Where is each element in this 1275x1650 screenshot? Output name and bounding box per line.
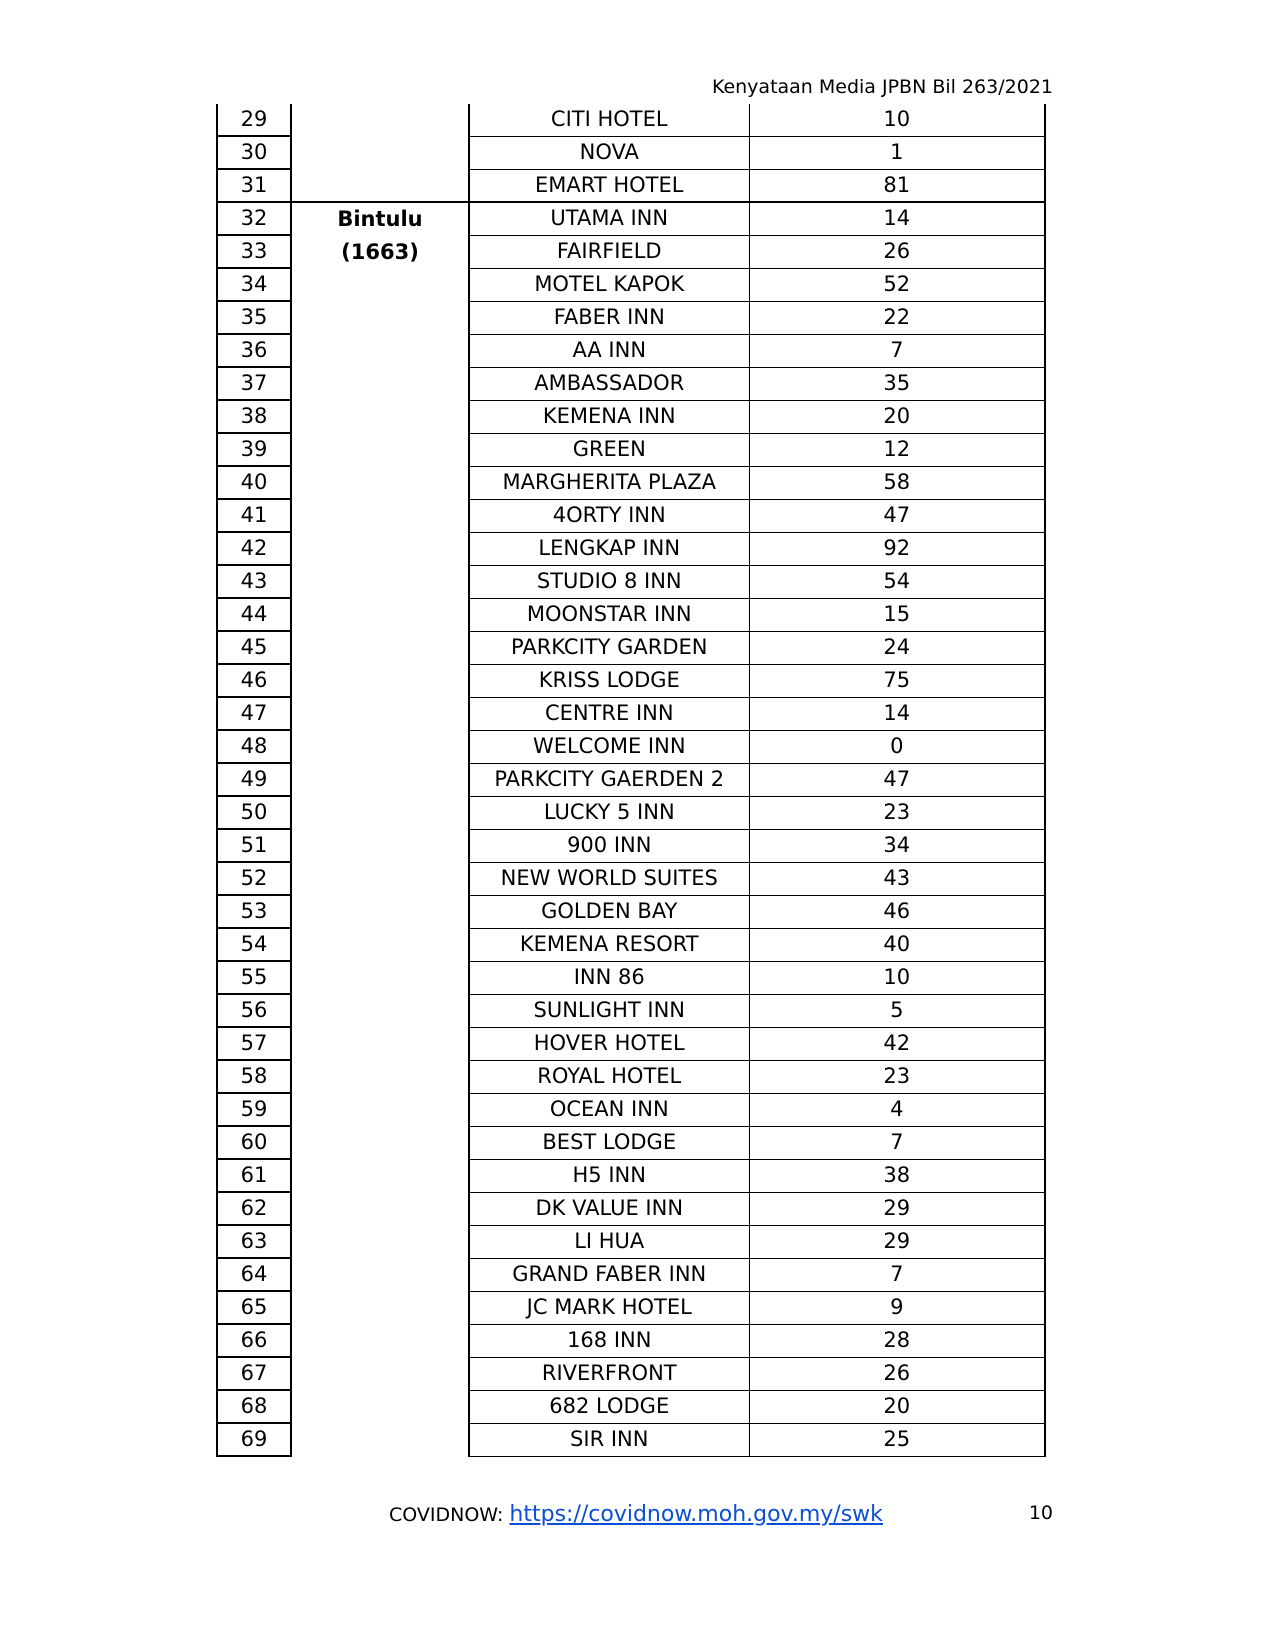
case-count: 75 (749, 664, 1045, 697)
hotel-name: NEW WORLD SUITES (469, 862, 749, 895)
hotel-name: KRISS LODGE (469, 664, 749, 697)
case-count: 26 (749, 1357, 1045, 1390)
row-number: 48 (217, 730, 291, 763)
footer-label: COVIDNOW: (389, 1504, 504, 1526)
table-row (217, 104, 1045, 136)
hotel-name: AMBASSADOR (469, 367, 749, 400)
hotel-name: NOVA (469, 136, 749, 169)
row-number: 68 (217, 1390, 291, 1423)
division-cell-previous (291, 104, 469, 202)
row-number: 51 (217, 829, 291, 862)
case-count: 1 (749, 136, 1045, 169)
case-count: 7 (749, 1126, 1045, 1159)
hotel-name: BEST LODGE (469, 1126, 749, 1159)
hotel-case-table (216, 104, 1046, 1457)
row-number: 60 (217, 1126, 291, 1159)
case-count: 10 (749, 961, 1045, 994)
hotel-name: LI HUA (469, 1225, 749, 1258)
row-number: 32 (217, 202, 291, 235)
case-count: 7 (749, 334, 1045, 367)
row-number: 65 (217, 1291, 291, 1324)
hotel-name: SIR INN (469, 1423, 749, 1456)
footer-source (389, 1502, 883, 1527)
case-count: 92 (749, 532, 1045, 565)
case-count: 23 (749, 796, 1045, 829)
hotel-name: KEMENA INN (469, 400, 749, 433)
case-count: 12 (749, 433, 1045, 466)
row-number: 55 (217, 961, 291, 994)
hotel-name: HOVER HOTEL (469, 1027, 749, 1060)
row-number: 38 (217, 400, 291, 433)
row-number: 56 (217, 994, 291, 1027)
hotel-name: MOONSTAR INN (469, 598, 749, 631)
row-number: 40 (217, 466, 291, 499)
row-number: 43 (217, 565, 291, 598)
row-number: 50 (217, 796, 291, 829)
hotel-name: 4ORTY INN (469, 499, 749, 532)
case-count: 25 (749, 1423, 1045, 1456)
case-count: 20 (749, 1390, 1045, 1423)
hotel-name: GRAND FABER INN (469, 1258, 749, 1291)
hotel-name: EMART HOTEL (469, 169, 749, 202)
row-number: 62 (217, 1192, 291, 1225)
case-count: 20 (749, 400, 1045, 433)
hotel-name: OCEAN INN (469, 1093, 749, 1126)
case-count: 14 (749, 697, 1045, 730)
hotel-name: 168 INN (469, 1324, 749, 1357)
case-count: 47 (749, 763, 1045, 796)
hotel-name: CENTRE INN (469, 697, 749, 730)
row-number: 41 (217, 499, 291, 532)
hotel-name: FABER INN (469, 301, 749, 334)
row-number: 67 (217, 1357, 291, 1390)
hotel-name: LENGKAP INN (469, 532, 749, 565)
case-count: 10 (749, 104, 1045, 136)
case-count: 5 (749, 994, 1045, 1027)
case-count: 40 (749, 928, 1045, 961)
row-number: 45 (217, 631, 291, 664)
row-number: 31 (217, 169, 291, 202)
case-count: 43 (749, 862, 1045, 895)
case-count: 35 (749, 367, 1045, 400)
case-count: 47 (749, 499, 1045, 532)
covidnow-link[interactable]: https://covidnow.moh.gov.my/swk (509, 1502, 883, 1527)
hotel-name: MOTEL KAPOK (469, 268, 749, 301)
case-count: 0 (749, 730, 1045, 763)
hotel-name: SUNLIGHT INN (469, 994, 749, 1027)
case-count: 46 (749, 895, 1045, 928)
hotel-name: GREEN (469, 433, 749, 466)
hotel-name: FAIRFIELD (469, 235, 749, 268)
case-count: 28 (749, 1324, 1045, 1357)
row-number: 66 (217, 1324, 291, 1357)
table-body (217, 104, 1045, 1456)
hotel-name: ROYAL HOTEL (469, 1060, 749, 1093)
hotel-name: WELCOME INN (469, 730, 749, 763)
hotel-name: H5 INN (469, 1159, 749, 1192)
hotel-name: STUDIO 8 INN (469, 565, 749, 598)
hotel-name: 682 LODGE (469, 1390, 749, 1423)
row-number: 36 (217, 334, 291, 367)
row-number: 34 (217, 268, 291, 301)
case-count: 22 (749, 301, 1045, 334)
case-count: 9 (749, 1291, 1045, 1324)
case-count: 52 (749, 268, 1045, 301)
row-number: 53 (217, 895, 291, 928)
hotel-name: UTAMA INN (469, 202, 749, 235)
row-number: 42 (217, 532, 291, 565)
case-count: 38 (749, 1159, 1045, 1192)
case-count: 26 (749, 235, 1045, 268)
division-name: Bintulu (337, 207, 423, 231)
case-count: 7 (749, 1258, 1045, 1291)
case-count: 54 (749, 565, 1045, 598)
row-number: 47 (217, 697, 291, 730)
row-number: 49 (217, 763, 291, 796)
hotel-name: PARKCITY GAERDEN 2 (469, 763, 749, 796)
hotel-name: INN 86 (469, 961, 749, 994)
case-count: 4 (749, 1093, 1045, 1126)
division-cell (291, 202, 469, 1456)
case-count: 29 (749, 1192, 1045, 1225)
row-number: 59 (217, 1093, 291, 1126)
hotel-name: CITI HOTEL (469, 104, 749, 136)
hotel-name: KEMENA RESORT (469, 928, 749, 961)
case-count: 15 (749, 598, 1045, 631)
row-number: 69 (217, 1423, 291, 1456)
page-number: 10 (1028, 1502, 1053, 1524)
row-number: 54 (217, 928, 291, 961)
hotel-name: MARGHERITA PLAZA (469, 466, 749, 499)
row-number: 57 (217, 1027, 291, 1060)
row-number: 61 (217, 1159, 291, 1192)
case-count: 29 (749, 1225, 1045, 1258)
row-number: 30 (217, 136, 291, 169)
row-number: 29 (217, 104, 291, 136)
row-number: 52 (217, 862, 291, 895)
hotel-name: DK VALUE INN (469, 1192, 749, 1225)
hotel-name: 900 INN (469, 829, 749, 862)
case-count: 81 (749, 169, 1045, 202)
hotel-name: GOLDEN BAY (469, 895, 749, 928)
hotel-name: AA INN (469, 334, 749, 367)
row-number: 44 (217, 598, 291, 631)
hotel-name: RIVERFRONT (469, 1357, 749, 1390)
row-number: 63 (217, 1225, 291, 1258)
case-count: 23 (749, 1060, 1045, 1093)
row-number: 35 (217, 301, 291, 334)
case-count: 24 (749, 631, 1045, 664)
row-number: 33 (217, 235, 291, 268)
row-number: 39 (217, 433, 291, 466)
case-count: 42 (749, 1027, 1045, 1060)
case-count: 58 (749, 466, 1045, 499)
division-total: (1663) (341, 240, 419, 264)
document-reference: Kenyataan Media JPBN Bil 263/2021 (711, 76, 1053, 98)
case-count: 34 (749, 829, 1045, 862)
row-number: 37 (217, 367, 291, 400)
hotel-name: PARKCITY GARDEN (469, 631, 749, 664)
row-number: 46 (217, 664, 291, 697)
row-number: 58 (217, 1060, 291, 1093)
case-count: 14 (749, 202, 1045, 235)
hotel-name: LUCKY 5 INN (469, 796, 749, 829)
hotel-name: JC MARK HOTEL (469, 1291, 749, 1324)
row-number: 64 (217, 1258, 291, 1291)
table-row (217, 202, 1045, 235)
